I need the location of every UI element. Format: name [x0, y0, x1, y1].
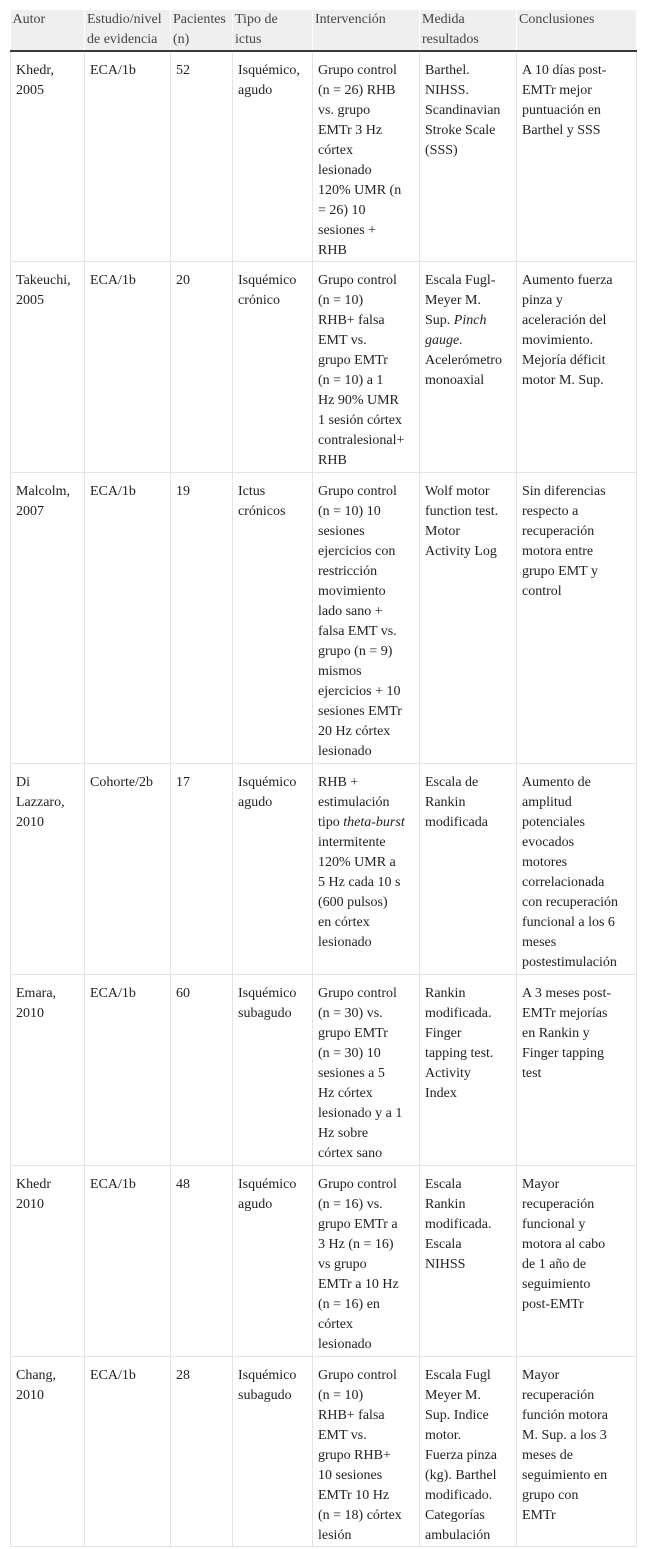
cell-line: lesionado — [318, 163, 372, 178]
cell-line: agudo — [238, 83, 273, 98]
cell-line: function test. — [425, 504, 499, 519]
cell-line: EMTr 10 Hz — [318, 1488, 390, 1503]
cell-intervencion — [313, 51, 420, 262]
cell-line: modificada. — [425, 1217, 492, 1232]
cell-line: 120% UMR a — [318, 855, 396, 870]
cell-line: (n = 10) — [318, 1388, 364, 1403]
cell-line: modificado. — [425, 1488, 493, 1503]
cell-line: (SSS) — [425, 143, 458, 158]
cell-line: 2005 — [16, 83, 44, 98]
cell-line: Aumento de — [522, 775, 591, 790]
cell-line: correlacionada — [522, 875, 605, 890]
cell-line: 5 Hz cada 10 s — [318, 875, 401, 890]
cell-line: resultados — [422, 32, 479, 47]
cell-line: falsa EMT vs. — [318, 624, 397, 639]
cell-line: crónico — [238, 293, 280, 308]
column-header-autor — [11, 10, 85, 51]
cell-intervencion — [313, 764, 420, 975]
cell-line: Escala Fugl- — [425, 273, 496, 288]
cell-line: EMTr mejorías — [522, 1006, 608, 1021]
cell-line: intermitente — [318, 835, 386, 850]
cell-line: ECA/1b — [90, 1368, 136, 1383]
cell-line: seguimiento — [522, 1277, 591, 1292]
cell-line: potenciales — [522, 815, 585, 830]
cell-line: crónicos — [238, 504, 286, 519]
cell-line: Rankin — [425, 986, 466, 1001]
cell-line: Rankin — [425, 1197, 466, 1212]
cell-line: gauge. — [425, 333, 463, 348]
cell-conclusiones — [517, 51, 637, 262]
cell-line: Intervención — [315, 12, 386, 27]
cell-line: lesionado — [318, 935, 372, 950]
cell-autor — [11, 262, 85, 473]
cell-line: de 1 año de — [522, 1257, 587, 1272]
cell-line: aceleración del — [522, 313, 607, 328]
cell-tipo-ictus — [233, 764, 313, 975]
cell-line: Grupo control — [318, 484, 397, 499]
cell-line: 2010 — [16, 1006, 44, 1021]
cell-line: mismos — [318, 664, 362, 679]
cell-line: Escala — [425, 1237, 462, 1252]
cell-line: funcional y — [522, 1217, 586, 1232]
cell-line: Sup. Indice — [425, 1408, 489, 1423]
cell-line: Scandinavian — [425, 103, 501, 118]
cell-line: ECA/1b — [90, 273, 136, 288]
cell-line: Malcolm, — [16, 484, 71, 499]
cell-line: grupo con — [522, 1488, 579, 1503]
cell-line: Isquémico — [238, 273, 297, 288]
cell-line: sesiones EMTr — [318, 704, 402, 719]
column-header-estudio — [85, 10, 171, 51]
cell-line: 48 — [176, 1177, 190, 1192]
cell-line: ECA/1b — [90, 1177, 136, 1192]
cell-line: movimiento. — [522, 333, 594, 348]
cell-line: grupo EMTr — [318, 353, 388, 368]
cell-line: 2010 — [16, 815, 44, 830]
cell-line: agudo — [238, 1197, 273, 1212]
cell-line: (kg). Barthel — [425, 1468, 497, 1483]
cell-line: lado sano + — [318, 604, 383, 619]
cell-estudio — [85, 975, 171, 1166]
table-body — [11, 51, 637, 1547]
cell-line: 17 — [176, 775, 190, 790]
cell-estudio — [85, 262, 171, 473]
cell-line: modificada. — [425, 1006, 492, 1021]
cell-line: Sin diferencias — [522, 484, 606, 499]
cell-line: Activity Log — [425, 544, 497, 559]
cell-line: EMT vs. — [318, 1428, 367, 1443]
cell-line: Lazzaro, — [16, 795, 65, 810]
cell-line: RHB+ falsa — [318, 313, 385, 328]
cell-line: Index — [425, 1086, 457, 1101]
cell-line: en córtex — [318, 915, 370, 930]
cell-line: EMTr 3 Hz — [318, 123, 383, 138]
cell-line: 28 — [176, 1368, 190, 1383]
cell-line: lesión — [318, 1528, 352, 1543]
cell-line: post-EMTr — [522, 1297, 584, 1312]
cell-line: recuperación — [522, 1197, 595, 1212]
cell-line: grupo EMTr a — [318, 1217, 398, 1232]
cell-line: ejercicios + 10 — [318, 684, 401, 699]
cell-line: EMTr a 10 Hz — [318, 1277, 399, 1292]
cell-line: sesiones a 5 — [318, 1066, 385, 1081]
cell-line: RHB — [318, 453, 347, 468]
cell-tipo-ictus — [233, 473, 313, 764]
cell-line: RHB + — [318, 775, 359, 790]
cell-line: Grupo control — [318, 273, 397, 288]
cell-line: (n = 10) a 1 — [318, 373, 384, 388]
cell-line: Barthel y SSS — [522, 123, 601, 138]
cell-autor — [11, 764, 85, 975]
cell-line: RHB — [318, 243, 347, 258]
cell-line: Tipo de — [235, 12, 278, 27]
cell-line: 20 Hz córtex — [318, 724, 391, 739]
cell-line: Hz sobre — [318, 1126, 369, 1141]
table-row — [11, 1357, 637, 1547]
cell-line: (n = 18) córtex — [318, 1508, 402, 1523]
cell-medida-resultados — [420, 1166, 517, 1357]
cell-line: córtex sano — [318, 1146, 383, 1161]
cell-line: 2010 — [16, 1388, 44, 1403]
cell-line: 10 sesiones — [318, 1468, 383, 1483]
cell-medida-resultados — [420, 975, 517, 1166]
cell-line: M. Sup. a los 3 — [522, 1428, 607, 1443]
cell-line: Mayor — [522, 1368, 560, 1383]
cell-conclusiones — [517, 764, 637, 975]
table-row — [11, 473, 637, 764]
cell-line: Di — [16, 775, 30, 790]
cell-medida-resultados — [420, 51, 517, 262]
cell-line: Grupo control — [318, 63, 397, 78]
cell-medida-resultados — [420, 764, 517, 975]
cell-line: seguimiento en — [522, 1468, 608, 1483]
table-row — [11, 764, 637, 975]
column-header-medida-resultados — [420, 10, 517, 51]
cell-line: 19 — [176, 484, 190, 499]
cell-line: Khedr — [16, 1177, 51, 1192]
cell-line: Categorías — [425, 1508, 485, 1523]
cell-line: EMT vs. — [318, 333, 367, 348]
cell-line: (n = 16) vs. — [318, 1197, 383, 1212]
cell-line: córtex — [318, 1317, 353, 1332]
cell-pacientes — [171, 1166, 233, 1357]
cell-line: lesionado — [318, 1337, 372, 1352]
cell-line: movimiento — [318, 584, 386, 599]
cell-medida-resultados — [420, 1357, 517, 1547]
cell-line: A 10 días post- — [522, 63, 607, 78]
cell-line: estimulación — [318, 795, 390, 810]
cell-line: motora entre — [522, 544, 594, 559]
column-header-tipo-ictus — [233, 10, 313, 51]
column-header-intervencion — [313, 10, 420, 51]
cell-line: vs grupo — [318, 1257, 367, 1272]
table-row — [11, 51, 637, 262]
cell-line: grupo EMT y — [522, 564, 598, 579]
cell-line: ECA/1b — [90, 986, 136, 1001]
cell-line: recuperación — [522, 524, 595, 539]
cell-line: Meyer M. — [425, 293, 481, 308]
cell-line: Isquémico — [238, 775, 297, 790]
cell-line: lesionado — [318, 744, 372, 759]
cell-line: Finger — [425, 1026, 462, 1041]
cell-line: ictus — [235, 32, 262, 47]
cell-conclusiones — [517, 262, 637, 473]
cell-line: grupo RHB+ — [318, 1448, 391, 1463]
cell-line: Autor — [12, 12, 46, 27]
cell-pacientes — [171, 51, 233, 262]
cell-line: A 3 meses post- — [522, 986, 612, 1001]
cell-intervencion — [313, 1166, 420, 1357]
cell-line: meses — [522, 935, 557, 950]
cell-line: modificada — [425, 815, 488, 830]
cell-medida-resultados — [420, 473, 517, 764]
cell-intervencion — [313, 975, 420, 1166]
cell-line: Chang, — [16, 1368, 57, 1383]
cell-line: Medida — [422, 12, 465, 27]
table-row — [11, 1166, 637, 1357]
cell-line: (n = 26) RHB — [318, 83, 396, 98]
cell-line: (n = 10) — [318, 293, 364, 308]
cell-line: Rankin — [425, 795, 466, 810]
cell-line: Khedr, — [16, 63, 54, 78]
cell-line: Stroke Scale — [425, 123, 496, 138]
table-row — [11, 262, 637, 473]
cell-line: subagudo — [238, 1006, 292, 1021]
cell-line: córtex — [318, 143, 353, 158]
cell-line: Emara, — [16, 986, 57, 1001]
cell-line: motores — [522, 855, 568, 870]
cell-line: ECA/1b — [90, 63, 136, 78]
cell-estudio — [85, 764, 171, 975]
cell-tipo-ictus — [233, 975, 313, 1166]
cell-line: motor M. Sup. — [522, 373, 604, 388]
cell-line: Cohorte/2b — [90, 775, 153, 790]
table-row — [11, 975, 637, 1166]
cell-line: = 26) 10 — [318, 203, 366, 218]
cell-line: meses de — [522, 1448, 573, 1463]
cell-line: agudo — [238, 795, 273, 810]
cell-line: tapping test. — [425, 1046, 494, 1061]
cell-autor — [11, 51, 85, 262]
cell-tipo-ictus — [233, 1357, 313, 1547]
cell-line: de evidencia — [87, 32, 158, 47]
cell-line: (n = 16) en — [318, 1297, 380, 1312]
cell-line: 2005 — [16, 293, 44, 308]
cell-line: sesiones — [318, 524, 365, 539]
cell-pacientes — [171, 262, 233, 473]
cell-intervencion — [313, 262, 420, 473]
cell-autor — [11, 1357, 85, 1547]
cell-estudio — [85, 473, 171, 764]
cell-line: (n) — [173, 32, 190, 47]
cell-line: Pacientes — [173, 12, 226, 27]
cell-estudio — [85, 51, 171, 262]
cell-line: 120% UMR (n — [318, 183, 402, 198]
cell-line: sesiones + — [318, 223, 377, 238]
cell-line: EMTr — [522, 1508, 556, 1523]
cell-line: Sup. Pinch — [425, 313, 487, 328]
cell-line: (600 pulsos) — [318, 895, 388, 910]
cell-line: grupo (n = 9) — [318, 644, 393, 659]
cell-line: Isquémico, — [238, 63, 300, 78]
cell-line: Meyer M. — [425, 1388, 481, 1403]
cell-pacientes — [171, 764, 233, 975]
cell-line: recuperación — [522, 1388, 595, 1403]
column-header-conclusiones — [517, 10, 637, 51]
cell-line: Aumento fuerza — [522, 273, 613, 288]
cell-conclusiones — [517, 473, 637, 764]
cell-line: NIHSS. — [425, 83, 469, 98]
cell-estudio — [85, 1166, 171, 1357]
cell-tipo-ictus — [233, 1166, 313, 1357]
cell-line: subagudo — [238, 1388, 292, 1403]
cell-line: Estudio/nivel — [87, 12, 162, 27]
cell-line: (n = 30) 10 — [318, 1046, 381, 1061]
cell-line: Takeuchi, — [16, 273, 71, 288]
cell-line: Escala — [425, 1177, 462, 1192]
cell-line: ECA/1b — [90, 484, 136, 499]
cell-line: test — [522, 1066, 542, 1081]
cell-line: Isquémico — [238, 1177, 297, 1192]
cell-line: 1 sesión córtex — [318, 413, 402, 428]
cell-line: vs. grupo — [318, 103, 371, 118]
cell-line: Mejoría déficit — [522, 353, 606, 368]
cell-line: Isquémico — [238, 1368, 297, 1383]
cell-line: restricción — [318, 564, 378, 579]
cell-line: Acelerómetro — [425, 353, 502, 368]
cell-line: 2010 — [16, 1197, 44, 1212]
cell-line: Conclusiones — [519, 12, 595, 27]
cell-autor — [11, 975, 85, 1166]
cell-line: Isquémico — [238, 986, 297, 1001]
column-header-pacientes — [171, 10, 233, 51]
cell-line: Activity — [425, 1066, 471, 1081]
cell-line: pinza y — [522, 293, 563, 308]
cell-line: función motora — [522, 1408, 608, 1423]
cell-line: Barthel. — [425, 63, 470, 78]
cell-pacientes — [171, 1357, 233, 1547]
cell-line: en Rankin y — [522, 1026, 590, 1041]
table-header — [11, 10, 637, 51]
cell-line: Hz córtex — [318, 1086, 373, 1101]
cell-line: Grupo control — [318, 1368, 397, 1383]
cell-line: Motor — [425, 524, 460, 539]
cell-autor — [11, 473, 85, 764]
cell-line: control — [522, 584, 562, 599]
cell-tipo-ictus — [233, 262, 313, 473]
cell-line: con recuperación — [522, 895, 618, 910]
cell-line: motora al cabo — [522, 1237, 606, 1252]
cell-line: Mayor — [522, 1177, 560, 1192]
cell-line: (n = 30) vs. — [318, 1006, 383, 1021]
cell-line: contralesional+ — [318, 433, 405, 448]
cell-line: evocados — [522, 835, 575, 850]
cell-line: 52 — [176, 63, 190, 78]
cell-line: EMTr mejor — [522, 83, 592, 98]
cell-line: Ictus — [238, 484, 266, 499]
cell-line: 2007 — [16, 504, 44, 519]
cell-line: Escala de — [425, 775, 479, 790]
cell-line: Grupo control — [318, 1177, 397, 1192]
cell-line: 3 Hz (n = 16) — [318, 1237, 394, 1252]
cell-line: funcional a los 6 — [522, 915, 615, 930]
evidence-table — [10, 10, 637, 1547]
cell-line: Finger tapping — [522, 1046, 605, 1061]
cell-line: Hz 90% UMR — [318, 393, 399, 408]
cell-conclusiones — [517, 1357, 637, 1547]
cell-autor — [11, 1166, 85, 1357]
cell-line: postestimulación — [522, 955, 617, 970]
cell-line: Escala Fugl — [425, 1368, 491, 1383]
cell-estudio — [85, 1357, 171, 1547]
cell-line: Wolf motor — [425, 484, 490, 499]
cell-line: 20 — [176, 273, 190, 288]
cell-line: 60 — [176, 986, 190, 1001]
cell-intervencion — [313, 1357, 420, 1547]
cell-line: (n = 10) 10 — [318, 504, 381, 519]
cell-pacientes — [171, 473, 233, 764]
cell-line: RHB+ falsa — [318, 1408, 385, 1423]
cell-intervencion — [313, 473, 420, 764]
cell-conclusiones — [517, 975, 637, 1166]
cell-line: puntuación en — [522, 103, 601, 118]
cell-line: Fuerza pinza — [425, 1448, 497, 1463]
cell-line: respecto a — [522, 504, 579, 519]
cell-line: lesionado y a 1 — [318, 1106, 403, 1121]
cell-line: ambulación — [425, 1528, 491, 1543]
cell-line: amplitud — [522, 795, 572, 810]
cell-line: motor. — [425, 1428, 462, 1443]
cell-line: ejercicios con — [318, 544, 396, 559]
header-row — [11, 10, 637, 51]
cell-line: monoaxial — [425, 373, 485, 388]
cell-tipo-ictus — [233, 51, 313, 262]
cell-medida-resultados — [420, 262, 517, 473]
cell-line: Grupo control — [318, 986, 397, 1001]
cell-line: grupo EMTr — [318, 1026, 388, 1041]
cell-line: tipo theta-burst — [318, 815, 405, 830]
cell-line: NIHSS — [425, 1257, 466, 1272]
cell-pacientes — [171, 975, 233, 1166]
cell-conclusiones — [517, 1166, 637, 1357]
